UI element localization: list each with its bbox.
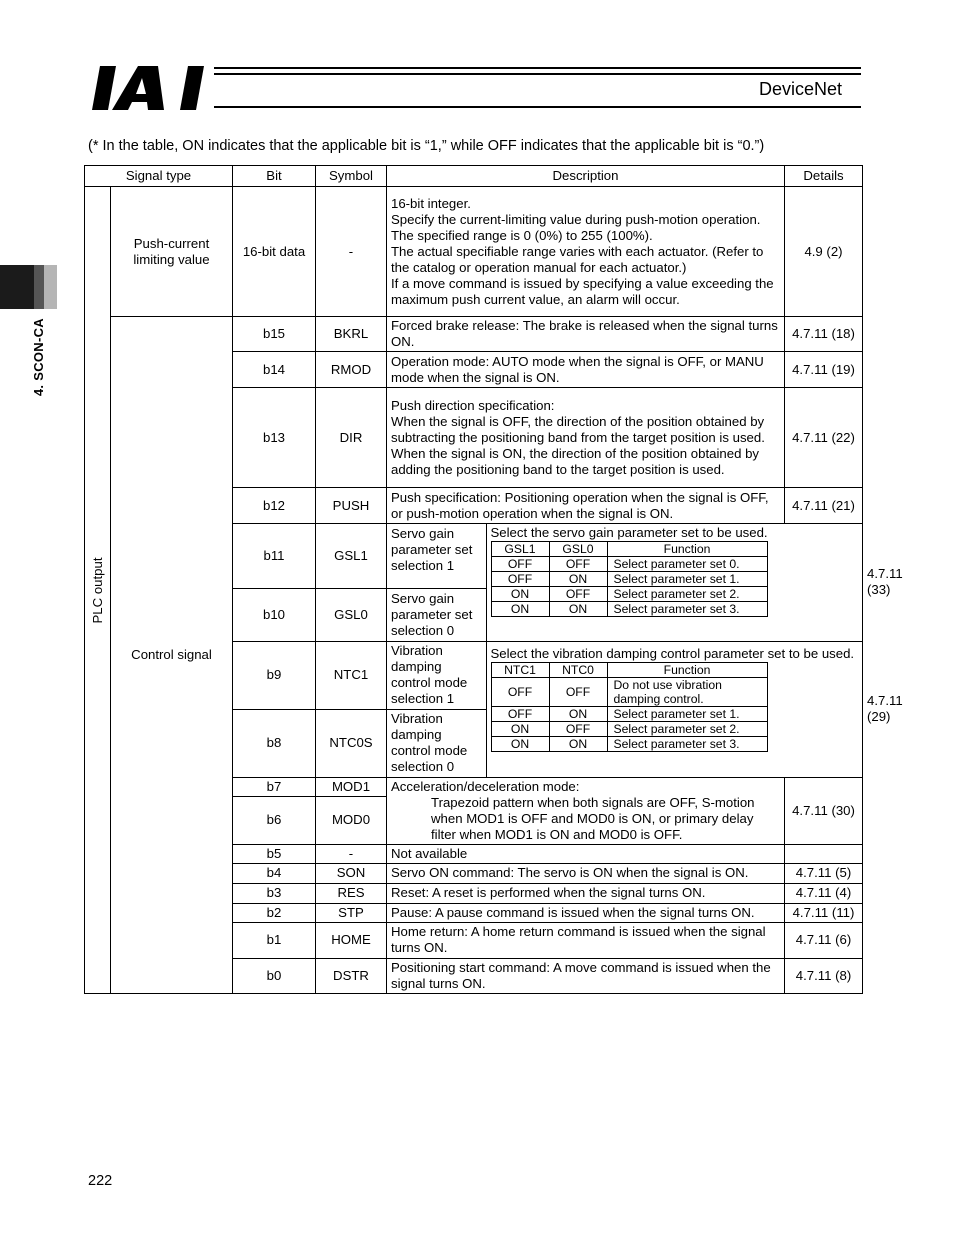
mod-description	[387, 777, 785, 844]
inner-cell: ON	[549, 572, 607, 587]
mod-text: Trapezoid pattern when both signals are OFF, S-motion when MOD1 is OFF and MOD0 is ON, or primary delay filter when MOD1 is ON and MOD0 is OFF.	[431, 794, 755, 842]
ntc-merged-cell	[387, 641, 863, 777]
description-cell: Not available	[387, 844, 785, 863]
ntc1-name: Vibration damping control mode selection 1	[387, 642, 486, 710]
ntc-layout	[387, 642, 862, 777]
inner-cell: ON	[549, 706, 607, 721]
inner-header-row	[491, 542, 767, 557]
bit-cell: b2	[233, 903, 316, 922]
inner-cell: ON	[491, 587, 549, 602]
bit-cell: b1	[233, 922, 316, 958]
iai-logo	[92, 66, 210, 110]
push-desc-line: Specify the current-limiting value during push-motion operation.	[391, 211, 761, 227]
push-desc-line: The actual specifiable range varies with each actuator. (Refer to the catalog or operation manual for each actuator.)	[391, 243, 764, 275]
table-row: b9 NTC1 Vibration damping control mode selection 1 Select the vibration damping control parameter set to be used. NTC1 NTC0 Function OFF OFF Do not use vibration damping control. OFF ON Select parameter set 1. ON OFF Select parameter set 2. ON ON Select parameter set 3. Vibration damping control mode selection 0 4.7.11 (29)	[85, 641, 863, 709]
page-header	[0, 0, 954, 120]
description-cell: Forced brake release: The brake is released when the signal turns ON.	[387, 317, 785, 352]
symbol-cell: MOD1	[316, 777, 387, 796]
bit-cell: b15	[233, 317, 316, 352]
inner-cell: OFF	[549, 557, 607, 572]
symbol-cell: SON	[316, 863, 387, 883]
desc-line: Push direction specification:	[391, 397, 555, 413]
symbol-cell: MOD0	[316, 796, 387, 844]
inner-header-cell: NTC0	[549, 662, 607, 677]
inner-cell: OFF	[491, 572, 549, 587]
symbol-cell: DIR	[316, 388, 387, 488]
symbol-cell: RMOD	[316, 352, 387, 388]
inner-cell: ON	[491, 721, 549, 736]
push-symbol: -	[316, 187, 387, 317]
chapter-tab-stripe	[34, 265, 44, 309]
details-cell: 4.7.11 (4)	[785, 883, 863, 903]
inner-header-cell: GSL1	[491, 542, 549, 557]
inner-cell: ON	[491, 602, 549, 617]
inner-header-cell: GSL0	[549, 542, 607, 557]
details-cell: 4.7.11 (21)	[785, 488, 863, 524]
gsl0-name: Servo gain parameter set selection 0	[387, 588, 486, 641]
inner-cell: OFF	[549, 677, 607, 706]
mod-title: Acceleration/deceleration mode:	[391, 778, 580, 794]
table-header-row	[85, 166, 863, 187]
details-cell: 4.7.11 (6)	[785, 922, 863, 958]
bit-cell: b10	[233, 588, 316, 641]
inner-row	[491, 721, 767, 736]
inner-cell: OFF	[549, 721, 607, 736]
inner-cell: OFF	[491, 557, 549, 572]
gsl-layout	[387, 524, 862, 641]
details-cell: 4.7.11 (5)	[785, 863, 863, 883]
description-cell	[387, 388, 785, 488]
bit-cell: b3	[233, 883, 316, 903]
symbol-cell: -	[316, 844, 387, 863]
symbol-cell: HOME	[316, 922, 387, 958]
header-rule-top	[214, 67, 861, 69]
inner-cell: Select parameter set 1.	[607, 572, 767, 587]
inner-row	[491, 736, 767, 751]
inner-row	[491, 572, 767, 587]
symbol-cell: NTC0S	[316, 709, 387, 777]
bit-cell: b13	[233, 388, 316, 488]
symbol-cell: GSL0	[316, 588, 387, 641]
push-bit: 16-bit data	[233, 187, 316, 317]
product-name: DeviceNet	[758, 79, 842, 99]
inner-cell: Select parameter set 3.	[607, 736, 767, 751]
symbol-cell: DSTR	[316, 958, 387, 993]
description-cell: Pause: A pause command is issued when the signal turns ON.	[387, 903, 785, 922]
bit-cell: b6	[233, 796, 316, 844]
ntc-intro: Select the vibration damping control parameter set to be used.	[490, 645, 855, 661]
inner-row	[491, 602, 767, 617]
bit-cell: b9	[233, 641, 316, 709]
symbol-cell: BKRL	[316, 317, 387, 352]
gsl1-name: Servo gain parameter set selection 1	[387, 524, 486, 588]
push-signal-type: Push-current limiting value	[111, 187, 233, 317]
inner-header-cell: Function	[607, 662, 767, 677]
bit-cell: b12	[233, 488, 316, 524]
gsl-intro: Select the servo gain parameter set to be used.	[490, 525, 768, 540]
desc-line: When the signal is OFF, the direction of the position obtained by subtracting the positioning band from the target position is used.	[391, 413, 765, 445]
description-cell: Positioning start command: A move command is issued when the signal turns ON.	[387, 958, 785, 993]
gsl-description	[486, 524, 862, 641]
ntc-function-table	[491, 662, 768, 752]
gsl-function-table	[491, 541, 768, 617]
inner-row	[491, 557, 767, 572]
chapter-tab-stripe-light	[44, 265, 57, 309]
details-cell: 4.7.11 (19)	[785, 352, 863, 388]
inner-cell: OFF	[491, 706, 549, 721]
details-cell: 4.7.11 (11)	[785, 903, 863, 922]
header-signal-type: Signal type	[85, 166, 233, 187]
chapter-label: 4. SCON-CA	[31, 318, 46, 397]
push-desc-line: The specified range is 0 (0%) to 255 (100%).	[391, 227, 653, 243]
table-row: b11 GSL1 Servo gain parameter set selection 1 Select the servo gain parameter set to be used. GSL1 GSL0 Function OFF OFF Select parameter set 0. OFF ON Select parameter set 1. ON OFF Select parameter set 2. ON ON Select parameter set 3. Servo gain parameter set selection 0 4.7.11 (33)	[85, 524, 863, 589]
bit-cell: b8	[233, 709, 316, 777]
inner-cell: OFF	[549, 587, 607, 602]
description-cell: Home return: A home return command is issued when the signal turns ON.	[387, 922, 785, 958]
bit-cell: b14	[233, 352, 316, 388]
symbol-cell: PUSH	[316, 488, 387, 524]
chapter-tab	[0, 265, 34, 309]
page-number: 222	[88, 1173, 113, 1189]
inner-cell: ON	[549, 736, 607, 751]
bit-cell: b0	[233, 958, 316, 993]
description-cell: Operation mode: AUTO mode when the signal is OFF, or MANU mode when the signal is ON.	[387, 352, 785, 388]
symbol-cell: STP	[316, 903, 387, 922]
inner-cell: Do not use vibration damping control.	[607, 677, 767, 706]
inner-header-cell: Function	[607, 542, 767, 557]
push-desc-line: 16-bit integer.	[391, 195, 471, 211]
push-desc-line: If a move command is issued by specifying a value exceeding the maximum push current value, an alarm will occur.	[391, 275, 774, 307]
inner-cell: ON	[491, 736, 549, 751]
inner-row	[491, 587, 767, 602]
table-row	[85, 317, 863, 352]
inner-cell: Select parameter set 2.	[607, 587, 767, 602]
details-cell: 4.7.11 (18)	[785, 317, 863, 352]
description-cell: Reset: A reset is performed when the signal turns ON.	[387, 883, 785, 903]
push-details: 4.9 (2)	[785, 187, 863, 317]
description-cell: Push specification: Positioning operation when the signal is OFF, or push-motion operation when the signal is ON.	[387, 488, 785, 524]
inner-cell: Select parameter set 1.	[607, 706, 767, 721]
symbol-cell: RES	[316, 883, 387, 903]
header-rule-bottom	[214, 106, 861, 108]
header-symbol: Symbol	[316, 166, 387, 187]
inner-cell: Select parameter set 3.	[607, 602, 767, 617]
plc-output-table	[84, 165, 903, 994]
symbol-cell: NTC1	[316, 641, 387, 709]
header-bit: Bit	[233, 166, 316, 187]
inner-cell: Select parameter set 2.	[607, 721, 767, 736]
inner-header-row	[491, 662, 767, 677]
plc-output-label: PLC output	[85, 187, 111, 994]
header-details: Details	[785, 166, 863, 187]
inner-cell: ON	[549, 602, 607, 617]
details-cell	[785, 844, 863, 863]
bit-cell: b4	[233, 863, 316, 883]
details-cell: 4.7.11 (30)	[785, 777, 863, 844]
header-description: Description	[387, 166, 785, 187]
inner-row	[491, 706, 767, 721]
inner-cell: Select parameter set 0.	[607, 557, 767, 572]
inner-header-cell: NTC1	[491, 662, 549, 677]
inner-row	[491, 677, 767, 706]
bit-cell: b11	[233, 524, 316, 589]
table-row	[85, 187, 863, 317]
desc-line: When the signal is ON, the direction of the position obtained by adding the positioning band to the target position is used.	[391, 445, 760, 477]
ntc0-name: Vibration damping control mode selection 0	[387, 710, 486, 777]
bit-cell: b5	[233, 844, 316, 863]
gsl-merged-cell	[387, 524, 863, 642]
table-note: (* In the table, ON indicates that the applicable bit is “1,” while OFF indicates that the applicable bit is “0.”)	[88, 138, 765, 154]
inner-cell: OFF	[491, 677, 549, 706]
description-cell: Servo ON command: The servo is ON when the signal is ON.	[387, 863, 785, 883]
symbol-cell: GSL1	[316, 524, 387, 589]
bit-cell: b7	[233, 777, 316, 796]
control-signal-label: Control signal	[111, 317, 233, 994]
header-rule-middle	[214, 73, 861, 75]
ntc-description	[486, 642, 862, 777]
details-cell: 4.7.11 (22)	[785, 388, 863, 488]
details-cell: 4.7.11 (8)	[785, 958, 863, 993]
push-description	[387, 187, 785, 317]
